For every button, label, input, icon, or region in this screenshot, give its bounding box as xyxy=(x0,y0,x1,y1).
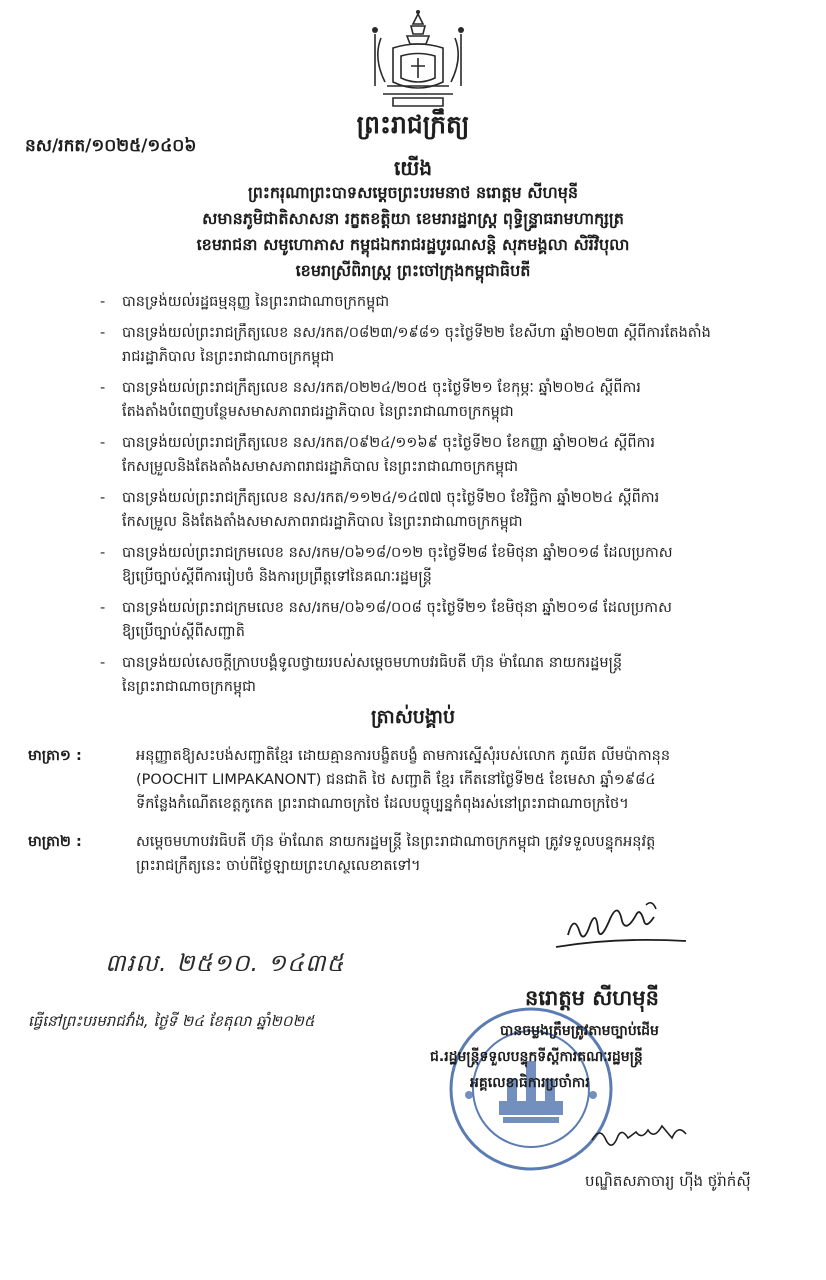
article-1: មាត្រា១ : អនុញ្ញាតឱ្យសះបង់សញ្ជាតិខ្មែរ ដោយគ្មានការបង្ខិតបង្ខំ តាមការស្នើសុំរបស់លោក ភូឈីត លីមប៉ាកានុន (POOCHIT LIMPAKANONT) ជនជាតិ ថៃ សញ្ជាតិ ខ្មែរ កើតនៅថ្ងៃទី២៥ ខែមេសា ឆ្នាំ១៩៨៤ ទីកន្លែងកំណើតខេត្តកូកេត ព្រះរាជាណាចក្រថៃ ដែលបច្ចុប្បន្នកំពុងរស់នៅព្រះរាជាណាចក្រថៃ។ xyxy=(28,744,798,816)
king-title-line: ព្រះករុណាព្រះបាទសម្ដេចព្រះបរមនាថ នរោត្តម សីហមុនី xyxy=(247,183,579,202)
decree-heading: ត្រាស់បង្គាប់ xyxy=(370,706,456,728)
certification-block xyxy=(430,1018,810,1096)
king-title-line: ខេមរាជនា សមូហោភាស កម្ពុជឯករាជរដ្ឋបូរណសន្តិ សុភមង្គលា សិរីវិបុលា xyxy=(196,235,630,254)
reference-number: នស/រកត/១០២៥/១៤០៦ xyxy=(25,136,197,156)
article-label: មាត្រា១ : xyxy=(28,748,82,764)
minister-name: បណ្ឌិតសភាចារ្យ ហ៊ីង ថូរ៉ាក់ស៊ី xyxy=(585,1172,751,1190)
handwritten-reference: ៣រល. ២៥១០. ១៤៣៥ xyxy=(105,949,345,977)
vista-item: - បានទ្រង់យល់រដ្ឋធម្មនុញ្ញ នៃព្រះរាជាណាចក្រកម្ពុជា xyxy=(100,294,390,310)
king-name: នរោត្តម សីហមុនី xyxy=(525,986,659,1010)
article-label: មាត្រា២ : xyxy=(28,834,82,850)
minister-signature xyxy=(588,1118,698,1158)
royal-signature xyxy=(550,885,710,965)
we-heading: យើង xyxy=(393,156,433,180)
document-title: ព្រះរាជក្រឹត្យ xyxy=(356,110,470,139)
king-title-line: ខេមរាស្រីពិរាស្ត្រ ព្រះចៅក្រុងកម្ពុជាធិបតី xyxy=(295,261,531,280)
king-title-line: សមានភូមិជាតិសាសនា រក្ខតខត្តិយា ខេមរារដ្ឋរាស្ត្រ ពុទ្ធិន្ទ្រាធរាមហាក្សត្រ xyxy=(202,209,624,228)
vista-item: - បានទ្រង់យល់ព្រះរាជក្រឹត្យលេខ នស/រកត/០២២៤/២០៥ ចុះថ្ងៃទី២១ ខែកុម្ភៈ ឆ្នាំ២០២៤ ស្ដីពីការ តែងតាំងបំពេញបន្ថែមសមាសភាពរាជរដ្ឋាភិបាល នៃព្រះរាជាណាចក្រកម្ពុជា xyxy=(100,380,641,420)
certification-line: ជ.រដ្ឋមន្ត្រីទទួលបន្ទុកទីស្ដីការគណៈរដ្ឋមន្ត្រី xyxy=(430,1049,643,1065)
vistas-list xyxy=(100,290,790,706)
dateline: ធ្វើនៅព្រះបរមរាជវាំង, ថ្ងៃទី ២៤ ខែតុលា ឆ្នាំ២០២៥ xyxy=(28,1012,315,1030)
vista-item: - បានទ្រង់យល់ព្រះរាជក្រមលេខ នស/រកម/០៦១៨/០០៨ ចុះថ្ងៃទី២១ ខែមិថុនា ឆ្នាំ២០១៨ ដែលប្រកាស ឱ្យប្រើច្បាប់ស្ដីពីសញ្ជាតិ xyxy=(100,600,672,640)
vista-item: - បានទ្រង់យល់ព្រះរាជក្រឹត្យលេខ នស/រកត/០៨២៣/១៩៨១ ចុះថ្ងៃទី២២ ខែសីហា ឆ្នាំ២០២៣ ស្ដីពីការតែងតាំង រាជរដ្ឋាភិបាល នៃព្រះរាជាណាចក្រកម្ពុជា xyxy=(100,325,711,365)
royal-coat-of-arms-icon xyxy=(363,8,473,110)
certification-line: បានចម្លងត្រឹមត្រូវតាមច្បាប់ដើម xyxy=(500,1023,659,1039)
vista-item: - បានទ្រង់យល់ព្រះរាជក្រមលេខ នស/រកម/០៦១៨/០១២ ចុះថ្ងៃទី២៨ ខែមិថុនា ឆ្នាំ២០១៨ ដែលប្រកាស ឱ្យប្រើច្បាប់ស្ដីពីការរៀបចំ និងការប្រព្រឹត្តទៅនៃគណៈរដ្ឋមន្ត្រី xyxy=(100,545,673,585)
certification-line: អគ្គលេខាធិការប្រចាំការ xyxy=(470,1075,590,1091)
vista-item: - បានទ្រង់យល់ព្រះរាជក្រឹត្យលេខ នស/រកត/១១២៤/១៤៧៧ ចុះថ្ងៃទី២០ ខែវិច្ឆិកា ឆ្នាំ២០២៤ ស្ដីពីការ កែសម្រួល និងតែងតាំងសមាសភាពរាជរដ្ឋាភិបាល នៃព្រះរាជាណាចក្រកម្ពុជា xyxy=(100,490,660,530)
article-2: មាត្រា២ : សម្ដេចមហាបវរធិបតី ហ៊ុន ម៉ាណែត នាយករដ្ឋមន្ត្រី នៃព្រះរាជាណាចក្រកម្ពុជា ត្រូវទទួលបន្ទុកអនុវត្ត ព្រះរាជក្រឹត្យនេះ ចាប់ពីថ្ងៃឡាយព្រះហស្ថលេខាតទៅ។ xyxy=(28,830,798,878)
vista-item: - បានទ្រង់យល់ព្រះរាជក្រឹត្យលេខ នស/រកត/០៩២៤/១១៦៩ ចុះថ្ងៃទី២០ ខែកញ្ញា ឆ្នាំ២០២៤ ស្ដីពីការ កែសម្រួលនិងតែងតាំងសមាសភាពរាជរដ្ឋាភិបាល នៃព្រះរាជាណាចក្រកម្ពុជា xyxy=(100,435,655,475)
vista-item: - បានទ្រង់យល់សេចក្ដីក្រាបបង្គំទូលថ្វាយរបស់សម្ដេចមហាបវរធិបតី ហ៊ុន ម៉ាណែត នាយករដ្ឋមន្ត្រី នៃព្រះរាជាណាចក្រកម្ពុជា xyxy=(100,655,623,695)
